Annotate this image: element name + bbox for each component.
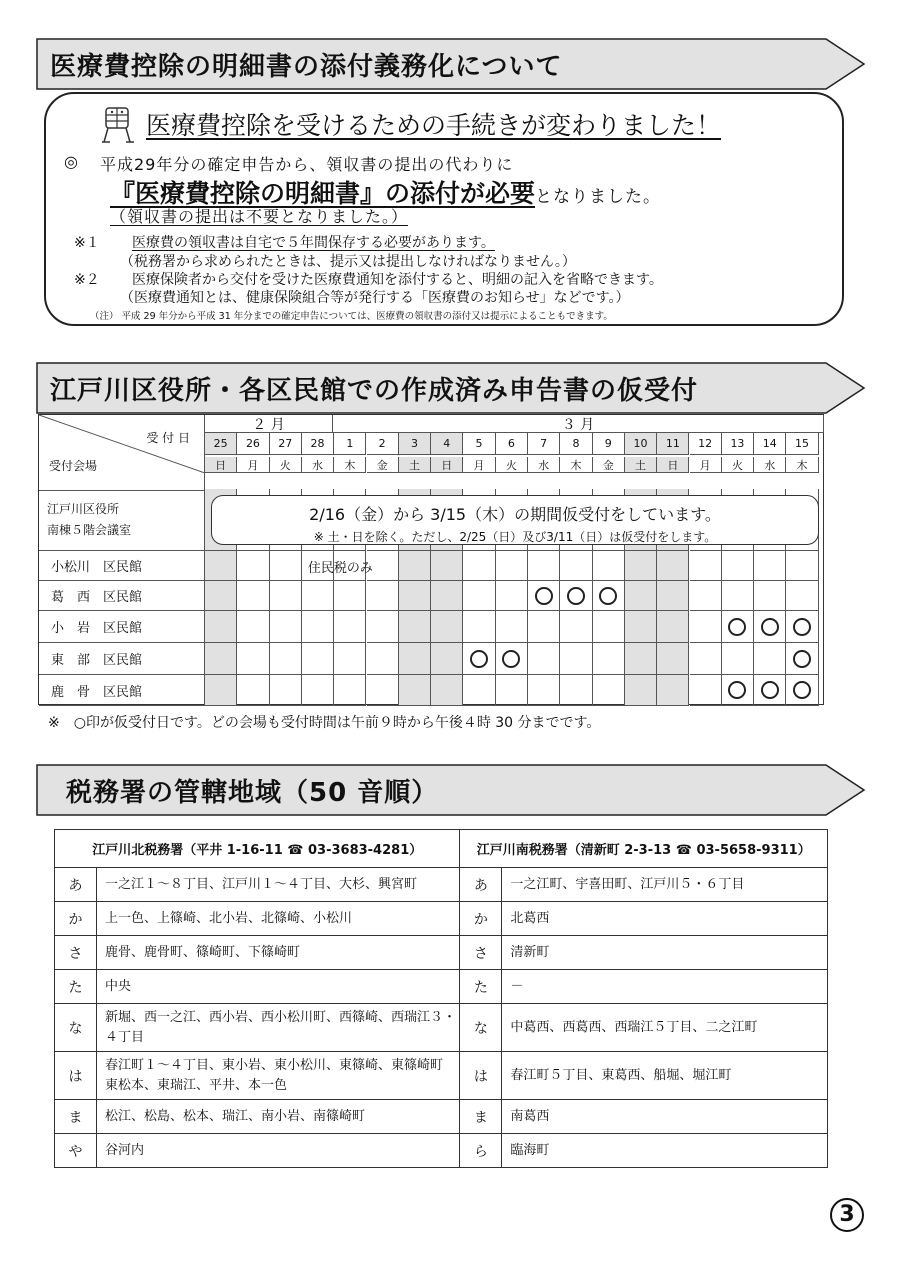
area-cell: 臨海町: [502, 1134, 828, 1168]
jurisdiction-table: [54, 829, 828, 1168]
month-mar: ３ 月: [333, 415, 824, 433]
note2-sub: （医療費通知とは、健康保険組合等が発行する「医療費のお知らせ」などです。）: [120, 290, 630, 306]
kana-cell: は: [460, 1052, 502, 1100]
area-cell: 鹿骨、鹿骨町、篠崎町、下篠崎町: [96, 936, 460, 970]
reception-mark: [502, 650, 520, 668]
schedule-cell: [528, 551, 560, 581]
schedule-cell: [657, 551, 689, 581]
reception-mark: [470, 650, 488, 668]
schedule-cell: [302, 581, 334, 611]
area-cell: －: [502, 970, 828, 1004]
schedule-cell: [270, 551, 302, 581]
schedule-cell: [786, 581, 818, 611]
schedule-cell: [625, 675, 657, 706]
month-feb: ２ 月: [205, 415, 333, 433]
schedule-cell: [496, 643, 528, 675]
schedule-cell: [399, 551, 431, 581]
day-cell: 3: [399, 433, 431, 455]
weekday-cell: 木: [786, 457, 818, 473]
schedule-cell: [786, 611, 818, 643]
schedule-cell: [399, 611, 431, 643]
schedule-cell: [205, 611, 237, 643]
schedule-cell: [205, 581, 237, 611]
weekday-cell: 火: [722, 457, 754, 473]
schedule-cell: [528, 611, 560, 643]
table-corner: [39, 415, 205, 491]
note2-mark: ※２: [74, 272, 100, 288]
section2-heading: 江戸川区役所・各区民館での作成済み申告書の仮受付: [50, 376, 699, 406]
venue-name: 東 部 区民館: [39, 643, 205, 675]
kana-cell: あ: [460, 868, 502, 902]
schedule-cell: [560, 643, 592, 675]
reception-mark: [793, 681, 811, 699]
schedule-cell: [722, 581, 754, 611]
note1: 医療費の領収書は自宅で５年間保存する必要があります。: [132, 235, 495, 251]
weekday-cell: 水: [754, 457, 786, 473]
schedule-cell: [690, 581, 722, 611]
venue-label: 受付会場: [49, 459, 98, 473]
area-cell: 一之江１～８丁目、江戸川１～４丁目、大杉、興宮町: [96, 868, 460, 902]
schedule-cell: [270, 581, 302, 611]
schedule-cell: [334, 611, 366, 643]
area-cell: 清新町: [502, 936, 828, 970]
weekday-cell: 火: [270, 457, 302, 473]
schedule-cell: [657, 581, 689, 611]
weekday-cell: 月: [690, 457, 722, 473]
box-title: 医療費控除を受けるための手続きが変わりました！: [146, 111, 722, 140]
schedule-cell: [237, 611, 269, 643]
reception-mark: [761, 681, 779, 699]
schedule-cell: [496, 611, 528, 643]
schedule-cell: [625, 551, 657, 581]
venue-name: 江戸川区役所 南棟５階会議室: [39, 489, 205, 551]
weekday-cell: 月: [237, 457, 269, 473]
schedule-cell: [302, 643, 334, 675]
area-cell: 中央: [96, 970, 460, 1004]
schedule-cell: [463, 581, 495, 611]
notice-sub: ※ 土・日を除く。ただし、2/25（日）及び3/11（日）は仮受付をします。: [313, 530, 717, 544]
day-cell: 2: [367, 433, 399, 455]
schedule-cell: [205, 643, 237, 675]
weekday-cell: 日: [657, 457, 689, 473]
medical-deduction-box: [44, 92, 844, 326]
reception-mark: [728, 681, 746, 699]
table-row: [55, 1004, 828, 1052]
schedule-cell: [754, 643, 786, 675]
area-cell: 北葛西: [502, 902, 828, 936]
schedule-cell: [463, 551, 495, 581]
schedule-cell: [399, 675, 431, 706]
weekday-cell: 土: [625, 457, 657, 473]
reception-mark: [535, 587, 553, 605]
day-cell: 27: [270, 433, 302, 455]
line2-emphasis: 『医療費控除の明細書』の添付が必要: [110, 179, 536, 208]
note1-mark: ※１: [74, 235, 100, 251]
day-cell: 13: [722, 433, 754, 455]
schedule-cell: [367, 581, 399, 611]
table-row: [55, 1052, 828, 1100]
kana-cell: な: [55, 1004, 97, 1052]
notice-main: 2/16（金）から 3/15（木）の期間仮受付をしています。: [309, 505, 721, 524]
venue-name: 小 岩 区民館: [39, 611, 205, 643]
day-cell: 9: [593, 433, 625, 455]
day-cell: 12: [690, 433, 722, 455]
weekday-cell: 金: [367, 457, 399, 473]
schedule-cell: [496, 675, 528, 706]
kana-cell: か: [460, 902, 502, 936]
area-cell: 春江町１～４丁目、東小岩、東小松川、東篠崎、東篠崎町 東松本、東瑞江、平井、本一色: [96, 1052, 460, 1100]
schedule-cell: [399, 643, 431, 675]
schedule-cell: [722, 643, 754, 675]
weekday-cell: 水: [302, 457, 334, 473]
schedule-cell: [528, 643, 560, 675]
kana-cell: ま: [460, 1100, 502, 1134]
kana-cell: た: [55, 970, 97, 1004]
schedule-cell: [657, 611, 689, 643]
weekday-cell: 金: [593, 457, 625, 473]
weekday-cell: 水: [528, 457, 560, 473]
schedule-cell: [690, 611, 722, 643]
area-cell: 中葛西、西葛西、西瑞江５丁目、二之江町: [502, 1004, 828, 1052]
weekday-cell: 月: [463, 457, 495, 473]
schedule-footer-note: ※ ○印が仮受付日です。どの会場も受付時間は午前９時から午後４時 30 分までです。: [48, 715, 601, 731]
schedule-cell: [593, 611, 625, 643]
schedule-cell: [625, 581, 657, 611]
schedule-cell: [237, 675, 269, 706]
table-row: [55, 902, 828, 936]
schedule-cell: [431, 551, 463, 581]
line2-tail: となりました。: [535, 187, 662, 207]
table-row: [55, 1100, 828, 1134]
line1: 平成29年分の確定申告から、領収書の提出の代わりに: [100, 155, 514, 174]
south-office-header: 江戸川南税務署（清新町 2-3-13 ☎ 03-5658-9311）: [460, 830, 828, 868]
schedule-cell: [786, 675, 818, 706]
reception-mark: [599, 587, 617, 605]
table-row: [55, 868, 828, 902]
area-cell: 南葛西: [502, 1100, 828, 1134]
schedule-cell: [786, 551, 818, 581]
kana-cell: や: [55, 1134, 97, 1168]
schedule-cell: [367, 675, 399, 706]
schedule-cell: [431, 643, 463, 675]
schedule-cell: [270, 643, 302, 675]
venue-name: 小松川 区民館: [39, 551, 205, 581]
note1-sub: （税務署から求められたときは、提示又は提出しなければなりません。）: [120, 254, 576, 270]
weekday-cell: 日: [205, 457, 237, 473]
schedule-cell: [334, 643, 366, 675]
area-cell: 上一色、上篠崎、北小岩、北篠崎、小松川: [96, 902, 460, 936]
kana-cell: ま: [55, 1100, 97, 1134]
day-cell: 1: [334, 433, 366, 455]
reception-mark: [728, 618, 746, 636]
day-cell: 5: [463, 433, 495, 455]
corner-diagonal: [39, 415, 205, 491]
kana-cell: ら: [460, 1134, 502, 1168]
kana-cell: な: [460, 1004, 502, 1052]
section1-heading: 医療費控除の明細書の添付義務化について: [50, 52, 563, 82]
schedule-cell: [496, 581, 528, 611]
schedule-cell: [237, 581, 269, 611]
schedule-cell: [722, 675, 754, 706]
schedule-cell: [593, 643, 625, 675]
kana-cell: さ: [460, 936, 502, 970]
venue-name: 葛 西 区民館: [39, 581, 205, 611]
venue-name: 鹿 骨 区民館: [39, 675, 205, 706]
reception-mark: [793, 618, 811, 636]
section3-heading: 税務署の管轄地域（50 音順）: [66, 778, 439, 808]
schedule-cell: [334, 581, 366, 611]
schedule-cell: [754, 611, 786, 643]
schedule-cell: [690, 675, 722, 706]
schedule-cell: [754, 675, 786, 706]
day-cell: 14: [754, 433, 786, 455]
schedule-cell: [560, 581, 592, 611]
schedule-cell: [237, 551, 269, 581]
schedule-cell: [722, 551, 754, 581]
day-cell: 25: [205, 433, 237, 455]
schedule-cell: [496, 551, 528, 581]
section1-banner: [36, 38, 866, 90]
schedule-cell: [431, 675, 463, 706]
day-cell: 4: [431, 433, 463, 455]
schedule-cell: [657, 643, 689, 675]
schedule-cell: [625, 611, 657, 643]
schedule-cell: [528, 675, 560, 706]
schedule-cell: [205, 551, 237, 581]
table-row: [55, 1134, 828, 1168]
date-label: 受 付 日: [146, 431, 190, 445]
page-number: 3: [830, 1198, 864, 1232]
schedule-cell: [593, 581, 625, 611]
day-cell: 6: [496, 433, 528, 455]
day-cell: 10: [625, 433, 657, 455]
area-cell: 新堀、西一之江、西小岩、西小松川町、西篠崎、西瑞江３・４丁目: [96, 1004, 460, 1052]
day-cell: 7: [528, 433, 560, 455]
weekday-cell: 木: [334, 457, 366, 473]
schedule-cell: [463, 675, 495, 706]
weekday-cell: 火: [496, 457, 528, 473]
schedule-cell: [463, 643, 495, 675]
reception-schedule-table: [38, 414, 824, 705]
schedule-cell: [270, 611, 302, 643]
schedule-cell: [593, 675, 625, 706]
footnote: （注） 平成 29 年分から平成 31 年分までの確定申告については、医療費の領収書の添付又は提示によることもできます。: [90, 311, 613, 322]
kana-cell: さ: [55, 936, 97, 970]
schedule-cell: [657, 675, 689, 706]
reception-mark: [793, 650, 811, 668]
schedule-cell: [593, 551, 625, 581]
schedule-cell: [431, 611, 463, 643]
day-cell: 26: [237, 433, 269, 455]
kana-cell: た: [460, 970, 502, 1004]
schedule-cell: [560, 551, 592, 581]
reception-mark: [761, 618, 779, 636]
schedule-cell: [302, 611, 334, 643]
schedule-cell: [786, 643, 818, 675]
schedule-cell: [205, 675, 237, 706]
day-cell: 8: [560, 433, 592, 455]
area-cell: 松江、松島、松本、瑞江、南小岩、南篠崎町: [96, 1100, 460, 1134]
schedule-cell: [690, 643, 722, 675]
resident-tax-only-note: 住民税のみ: [307, 561, 373, 576]
area-cell: 一之江町、宇喜田町、江戸川５・６丁目: [502, 868, 828, 902]
reception-mark: [567, 587, 585, 605]
line3: （領収書の提出は不要となりました。）: [110, 207, 409, 226]
mark: ◎: [64, 152, 78, 171]
schedule-cell: [754, 551, 786, 581]
table-row: [55, 970, 828, 1004]
table-row: [55, 936, 828, 970]
north-office-header: 江戸川北税務署（平井 1-16-11 ☎ 03-3683-4281）: [55, 830, 460, 868]
schedule-cell: [431, 581, 463, 611]
weekday-cell: 木: [560, 457, 592, 473]
schedule-cell: [334, 675, 366, 706]
reception-notice: [211, 495, 819, 545]
schedule-cell: [399, 581, 431, 611]
schedule-cell: [754, 581, 786, 611]
area-cell: 春江町５丁目、東葛西、船堀、堀江町: [502, 1052, 828, 1100]
area-cell: 谷河内: [96, 1134, 460, 1168]
schedule-cell: [560, 611, 592, 643]
schedule-cell: [302, 675, 334, 706]
schedule-cell: [722, 611, 754, 643]
schedule-cell: [528, 581, 560, 611]
note2: 医療保険者から交付を受けた医療費通知を添付すると、明細の記入を省略できます。: [132, 272, 663, 288]
schedule-cell: [270, 675, 302, 706]
schedule-cell: [237, 643, 269, 675]
kana-cell: は: [55, 1052, 97, 1100]
schedule-cell: [625, 643, 657, 675]
mascot-icon: [96, 104, 142, 148]
kana-cell: あ: [55, 868, 97, 902]
day-cell: 11: [657, 433, 689, 455]
day-cell: 15: [786, 433, 818, 455]
section3-banner: [36, 764, 866, 816]
section2-banner: [36, 362, 866, 414]
schedule-cell: [560, 675, 592, 706]
weekday-cell: 土: [399, 457, 431, 473]
schedule-cell: [367, 611, 399, 643]
schedule-cell: [690, 551, 722, 581]
weekday-cell: 日: [431, 457, 463, 473]
schedule-cell: [367, 643, 399, 675]
kana-cell: か: [55, 902, 97, 936]
day-cell: 28: [302, 433, 334, 455]
schedule-cell: [463, 611, 495, 643]
